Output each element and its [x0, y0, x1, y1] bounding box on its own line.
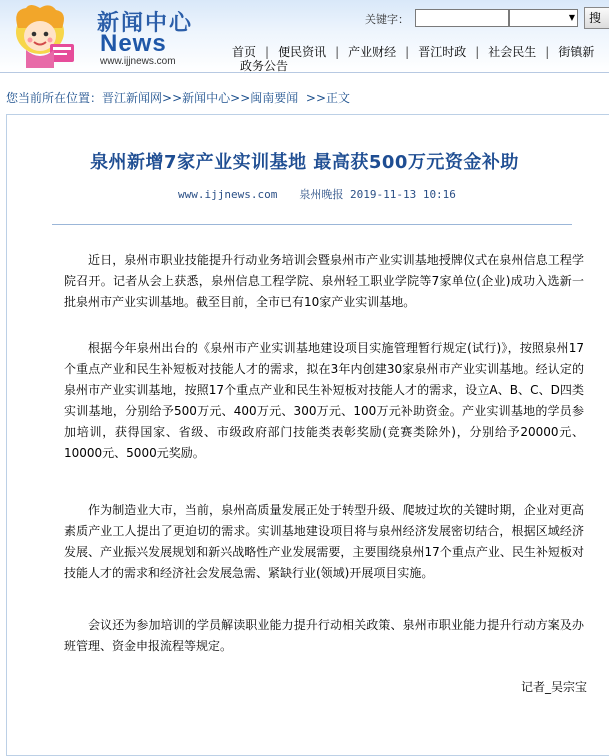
breadcrumb-link-minnan[interactable]: 闽南要闻 — [250, 91, 299, 105]
search-input[interactable] — [415, 9, 509, 27]
search-category-select[interactable] — [509, 9, 578, 27]
article-paragraph: 近日，泉州市职业技能提升行动业务培训会暨泉州市产业实训基地授牌仪式在泉州信息工程学院召开。记者从会上获悉，泉州信息工程学院、泉州轻工职业学院等7家单位(企业)成功入选新一批泉州市产业实训基地。截至目前，全市已有10家产业实训基地。 — [64, 253, 584, 309]
nav-item-towns[interactable]: 街镇新 — [558, 45, 595, 59]
nav-item-society[interactable]: 社会民生 — [488, 45, 537, 59]
nav-item-home[interactable]: 首页 — [232, 45, 257, 59]
nav-item-government[interactable]: 政务公告 — [240, 59, 289, 73]
breadcrumb-current: 正文 — [326, 91, 351, 105]
article-site[interactable]: www.ijjnews.com — [178, 188, 278, 201]
logo-url-text: www.ijjnews.com — [100, 56, 176, 67]
article-reporter: 记者_吴宗宝 — [520, 680, 587, 694]
search-button[interactable]: 搜 — [584, 7, 609, 29]
article-title: 泉州新增7家产业实训基地 最高获500万元资金补助 — [90, 152, 519, 173]
breadcrumb — [6, 89, 350, 106]
article-paragraph: 作为制造业大市，当前，泉州高质量发展正处于转型升级、爬坡过坎的关键时期，企业对更高素质产业工人提出了更迫切的需求。实训基地建设项目将与泉州经济发展密切结合，根据区域经济发展、产业振兴发展规划和新兴战略性产业发展需要，主要围绕泉州17个重点产业、民生补短板对技能人才的需求和经济社会发展急需、紧缺行业(领域)开展项目实施。 — [64, 503, 584, 580]
breadcrumb-separator: >> — [162, 91, 183, 105]
nav-separator: | — [405, 45, 410, 59]
breadcrumb-separator: >> — [230, 91, 251, 105]
article-meta — [178, 186, 456, 202]
chevron-down-icon: ▼ — [568, 13, 575, 22]
mascot-logo-icon — [6, 2, 84, 68]
article-datetime: 2019-11-13 10:16 — [349, 188, 456, 201]
breadcrumb-label: 您当前所在位置： — [6, 91, 103, 105]
site-header — [0, 0, 609, 73]
search-label: 关键字： — [365, 13, 409, 26]
logo-chinese-text: 新闻中心 — [97, 11, 194, 36]
breadcrumb-link-news-center[interactable]: 新闻中心 — [182, 91, 231, 105]
nav-separator: | — [265, 45, 270, 59]
nav-separator: | — [335, 45, 340, 59]
nav-separator: | — [545, 45, 550, 59]
logo-english-text: News — [100, 30, 167, 57]
breadcrumb-link-home[interactable]: 晋江新闻网 — [102, 91, 163, 105]
nav-item-services[interactable]: 便民资讯 — [278, 45, 327, 59]
title-divider — [52, 224, 572, 225]
article-paragraph: 根据今年泉州出台的《泉州市产业实训基地建设项目实施管理暂行规定(试行)》，按照泉州17个重点产业和民生补短板对技能人才的需求，拟在3年内创建30家泉州市产业实训基地。经认定的泉州市产业实训基地，按照17个重点产业和民生补短板对技能人才的需求，设立A、B、C、D四类实训基地，分别给予500万元、400万元、300万元、100万元补助资金。产业实训基地的学员参加培训，获得国家、省级、市级政府部门技能类表彰奖励(竞赛类除外)，分别给予20000元、10000元、5000元奖励。 — [64, 341, 584, 460]
breadcrumb-separator: >> — [305, 91, 327, 105]
article-paragraph: 会议还为参加培训的学员解读职业能力提升行动相关政策、泉州市职业能力提升行动方案及办班管理、资金申报流程等规定。 — [64, 618, 584, 653]
nav-item-politics[interactable]: 晋江时政 — [418, 45, 467, 59]
nav-separator: | — [475, 45, 480, 59]
article-source: 泉州晚报 — [299, 188, 344, 201]
nav-item-finance[interactable]: 产业财经 — [348, 45, 397, 59]
